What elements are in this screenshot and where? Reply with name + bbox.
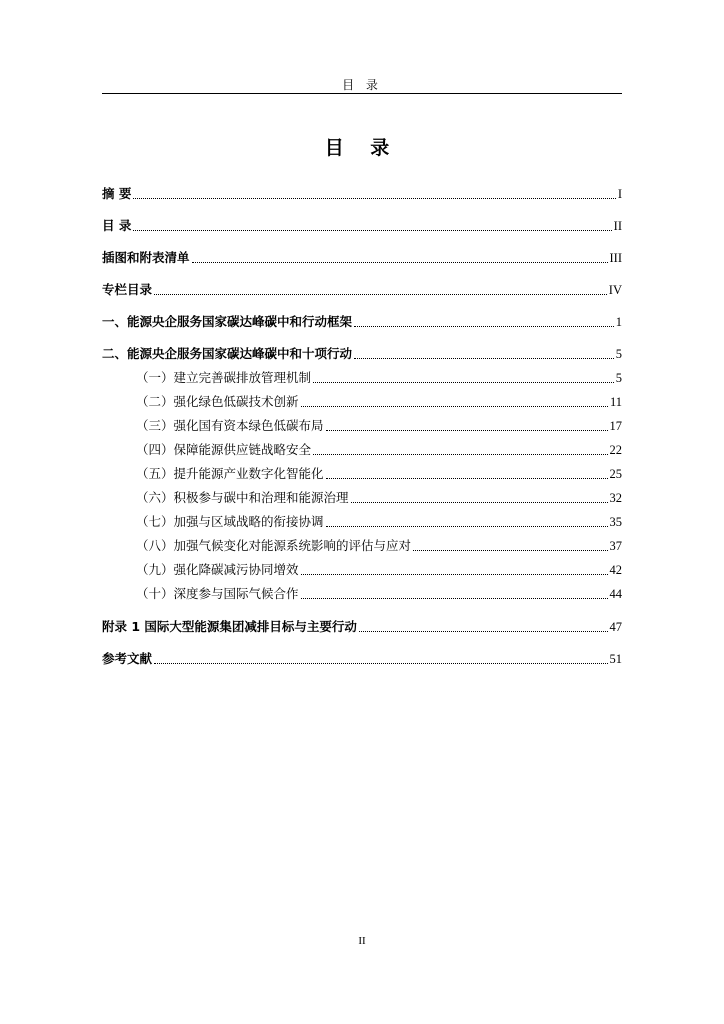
toc-entry-page: 35 (609, 515, 622, 529)
toc-entry-label: （二）强化绿色低碳技术创新 (136, 394, 299, 409)
toc-subentry[interactable] (102, 585, 622, 603)
toc-entry-page: 5 (615, 371, 622, 385)
toc-subentry[interactable] (102, 441, 622, 459)
toc-entry[interactable] (102, 217, 622, 235)
toc-leader-dots (354, 358, 614, 359)
toc-entry-page: 25 (609, 467, 622, 481)
toc-entry[interactable] (102, 650, 622, 668)
toc-leader-dots (301, 598, 608, 599)
toc-entry-label: 参考文献 (102, 651, 153, 666)
toc-leader-dots (326, 430, 608, 431)
toc-entry-label: （五）提升能源产业数字化智能化 (136, 466, 324, 481)
toc-entry-page: IV (608, 283, 622, 297)
toc-leader-dots (354, 326, 614, 327)
header-rule (102, 93, 622, 94)
toc-entry-label: （七）加强与区域战略的衔接协调 (136, 514, 324, 529)
toc-entry-page: I (617, 187, 622, 201)
toc-title: 目 录 (324, 137, 400, 159)
toc-subentry[interactable] (102, 369, 622, 387)
toc-entry[interactable] (102, 345, 622, 363)
toc-entry-label: 一、能源央企服务国家碳达峰碳中和行动框架 (102, 314, 353, 329)
toc-entry[interactable] (102, 281, 622, 299)
toc-subentry[interactable] (102, 465, 622, 483)
toc-entry-label: 专栏目录 (102, 282, 153, 297)
toc-entry-label: 目 录 (102, 218, 132, 233)
toc-entry-page: II (613, 219, 622, 233)
toc-entry-page: 51 (609, 652, 622, 666)
toc-entry-page: III (609, 251, 622, 265)
toc-subentry[interactable] (102, 393, 622, 411)
toc-subentry[interactable] (102, 537, 622, 555)
toc-entry-page: 47 (609, 620, 622, 634)
toc-leader-dots (326, 526, 608, 527)
toc-leader-dots (154, 294, 607, 295)
toc-entry[interactable] (102, 313, 622, 331)
toc-subentry[interactable] (102, 417, 622, 435)
toc-entry-label: （一）建立完善碳排放管理机制 (136, 370, 312, 385)
toc-leader-dots (301, 406, 608, 407)
toc-entry-label: 摘 要 (102, 186, 132, 201)
toc-leader-dots (133, 198, 615, 199)
toc-entry-page: 1 (615, 315, 622, 329)
toc-entry-page: 22 (609, 443, 622, 457)
toc-entry-page: 17 (609, 419, 622, 433)
toc-entry-label: （四）保障能源供应链战略安全 (136, 442, 312, 457)
toc-subentry[interactable] (102, 513, 622, 531)
running-header: 目 录 (342, 78, 382, 92)
toc-entry-page: 11 (609, 395, 622, 409)
toc-entry-label: （八）加强气候变化对能源系统影响的评估与应对 (136, 538, 412, 553)
toc-entry-page: 5 (615, 347, 622, 361)
toc-leader-dots (359, 631, 608, 632)
toc-entry-page: 37 (609, 539, 622, 553)
toc-entry-label: 插图和附表清单 (102, 250, 190, 265)
toc-entry-page: 44 (609, 587, 622, 601)
toc-leader-dots (192, 262, 608, 263)
toc-entry[interactable] (102, 618, 622, 636)
toc-entry[interactable] (102, 249, 622, 267)
toc-leader-dots (154, 663, 607, 664)
toc-leader-dots (326, 478, 608, 479)
toc-entry-label: 二、能源央企服务国家碳达峰碳中和十项行动 (102, 346, 353, 361)
toc-entry-page: 32 (609, 491, 622, 505)
toc-leader-dots (313, 454, 607, 455)
toc-entry-label: （三）强化国有资本绿色低碳布局 (136, 418, 324, 433)
toc-leader-dots (313, 382, 614, 383)
toc-subentry[interactable] (102, 561, 622, 579)
toc-subentry[interactable] (102, 489, 622, 507)
toc-entry-page: 42 (609, 563, 622, 577)
toc-entry-label: （九）强化降碳减污协同增效 (136, 562, 299, 577)
toc-leader-dots (351, 502, 608, 503)
toc-entry-label: （六）积极参与碳中和治理和能源治理 (136, 490, 349, 505)
toc-entry[interactable] (102, 185, 622, 203)
toc-entry-label: （十）深度参与国际气候合作 (136, 586, 299, 601)
toc-leader-dots (301, 574, 608, 575)
page-number: II (358, 935, 366, 947)
toc-leader-dots (413, 550, 607, 551)
toc-leader-dots (133, 230, 611, 231)
toc-entry-label: 附录 1 国际大型能源集团减排目标与主要行动 (102, 619, 357, 634)
